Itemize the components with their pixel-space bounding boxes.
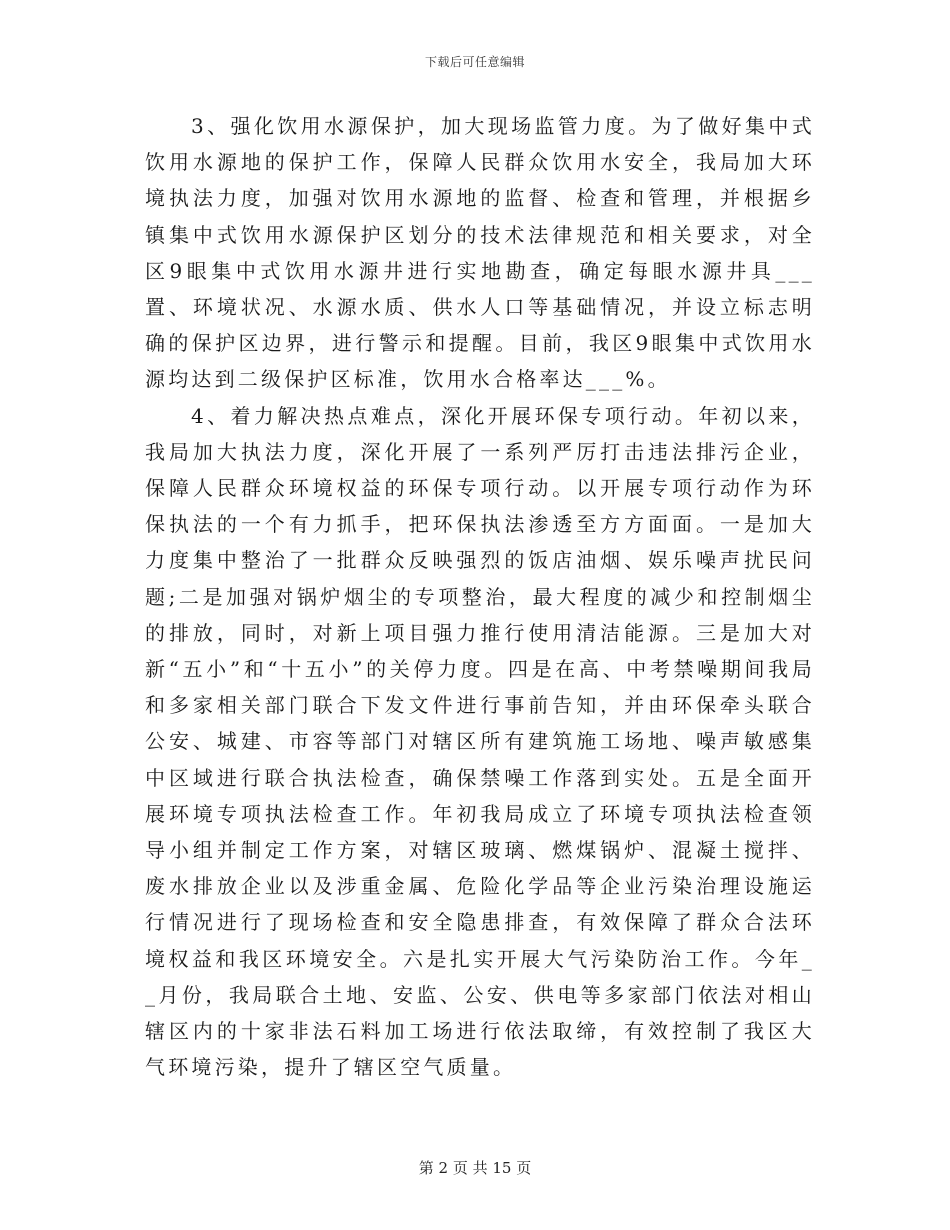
page-number-footer: 第 2 页 共 15 页 [418, 1159, 532, 1177]
document-body [145, 108, 815, 1085]
paragraph-section-3: 3、强化饮用水源保护，加大现场监管力度。为了做好集中式饮用水源地的保护工作，保障人民群众饮用水安全，我局加大环境执法力度，加强对饮用水源地的监督、检查和管理，并根据乡镇集中式饮用水源保护区划分的技术法律规范和相关要求，对全区9眼集中式饮用水源井进行实地勘查，确定每眼水源井具___置、环境状况、水源水质、供水人口等基础情况，并设立标志明确的保护区边界，进行警示和提醒。目前，我区9眼集中式饮用水源均达到二级保护区标准，饮用水合格率达___%。 [145, 114, 815, 392]
page-header-note: 下载后可任意编辑 [424, 55, 525, 69]
paragraph-section-4: 4、着力解决热点难点，深化开展环保专项行动。年初以来，我局加大执法力度，深化开展了一系列严厉打击违法排污企业，保障人民群众环境权益的环保专项行动。以开展专项行动作为环保执法的一个有力抓手，把环保执法渗透至方方面面。一是加大力度集中整治了一批群众反映强烈的饭店油烟、娱乐噪声扰民问题;二是加强对锅炉烟尘的专项整治，最大程度的减少和控制烟尘的排放，同时，对新上项目强力推行使用清洁能源。三是加大对新“五小”和“十五小”的关停力度。四是在高、中考禁噪期间我局和多家相关部门联合下发文件进行事前告知，并由环保牵头联合公安、城建、市容等部门对辖区所有建筑施工场地、噪声敏感集中区域进行联合执法检查，确保禁噪工作落到实处。五是全面开展环境专项执法检查工作。年初我局成立了环境专项执法检查领导小组并制定工作方案，对辖区玻璃、燃煤锅炉、混凝土搅拌、废水排放企业以及涉重金属、危险化学品等企业污染治理设施运行情况进行了现场检查和安全隐患排查，有效保障了群众合法环境权益和我区环境安全。六是扎实开展大气污染防治工作。今年__月份，我局联合土地、安监、公安、供电等多家部门依法对相山辖区内的十家非法石料加工场进行依法取缔，有效控制了我区大气环境污染，提升了辖区空气质量。 [145, 403, 815, 1080]
